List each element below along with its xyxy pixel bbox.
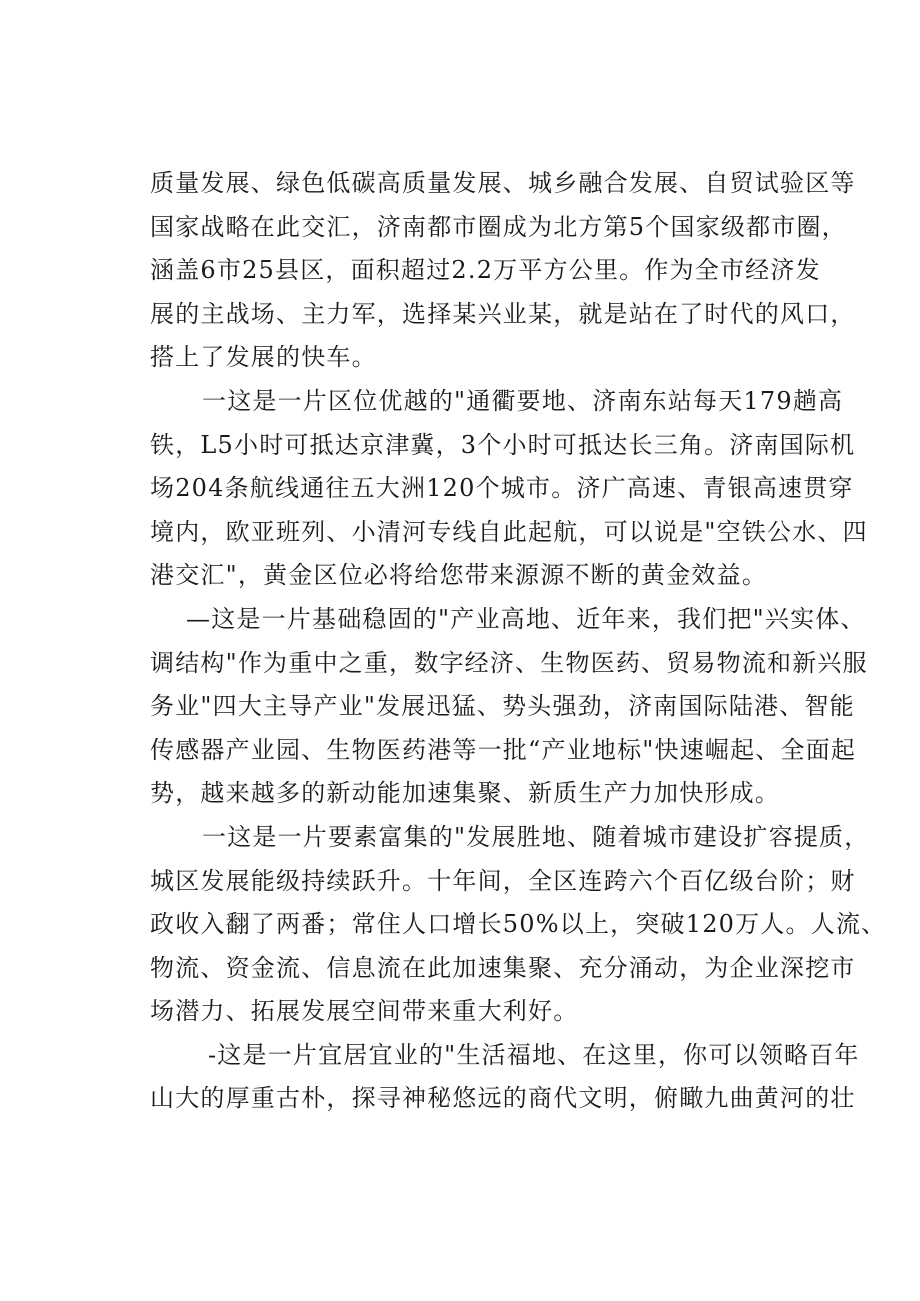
text-line: 质量发展、绿色低碳高质量发展、城乡融合发展、自贸试验区等 [150, 169, 856, 197]
paragraph-location [150, 380, 868, 598]
text-line: 展的主战场、主力军，选择某兴业某，就是站在了时代的风口， [150, 299, 856, 328]
text-line: 涵盖6市25县区，面积超过2.2万平方公里。作为全市经济发 [150, 256, 821, 285]
paragraph-intro [150, 162, 856, 380]
text-line: 城区发展能级持续跃升。十年间，全区连跨六个百亿级台阶；财 [150, 866, 856, 895]
paragraph-resources [150, 816, 887, 1034]
document-body [150, 162, 887, 1121]
text-line: -这是一片宜居宜业的"生活福地、在这里，你可以领略百年 [208, 1040, 860, 1069]
text-line: 政收入翻了两番；常住人口增长50%以上，突破120万人。人流、 [150, 910, 887, 939]
text-line: 港交汇"，黄金区位必将给您带来源源不断的黄金效益。 [150, 561, 768, 590]
paragraph-industry [150, 598, 868, 816]
text-line: 传感器产业园、生物医药港等一批“产业地标"快速崛起、全面起 [150, 735, 857, 764]
text-line: 铁，L5小时可抵达京津冀，3个小时可抵达长三角。济南国际机 [150, 430, 856, 459]
text-line: 场204条航线通往五大洲120个城市。济广高速、青银高速贯穿 [150, 474, 854, 503]
text-line: 物流、资金流、信息流在此加速集聚、充分涌动，为企业深挖市 [150, 953, 856, 982]
text-line: 境内，欧亚班列、小清河专线自此起航，可以说是"空铁公水、四 [150, 517, 868, 546]
paragraph-livability [150, 1034, 860, 1121]
text-line: 一这是一片区位优越的"通衢要地、济南东站每天179趟高 [202, 386, 844, 415]
text-line: 务业"四大主导产业"发展迅猛、势头强劲，济南国际陆港、智能 [150, 692, 855, 721]
text-line: 调结构"作为重中之重，数字经济、生物医药、贸易物流和新兴服 [150, 648, 868, 677]
text-line: 场潜力、拓展发展空间带来重大利好。 [150, 997, 579, 1026]
text-line: 势，越来越多的新动能加速集聚、新质生产力加快形成。 [150, 779, 780, 808]
text-line: 山大的厚重古朴，探寻神秘悠远的商代文明，俯瞰九曲黄河的壮 [150, 1084, 856, 1113]
text-line: —这是一片基础稳固的"产业高地、近年来，我们把"兴实体、 [186, 604, 866, 633]
text-line: 一这是一片要素富集的"发展胜地、随着城市建设扩容提质， [202, 822, 870, 851]
text-line: 搭上了发展的快车。 [150, 343, 377, 372]
text-line: 国家战略在此交汇，济南都市圈成为北方第5个国家级都市圈， [150, 212, 847, 241]
